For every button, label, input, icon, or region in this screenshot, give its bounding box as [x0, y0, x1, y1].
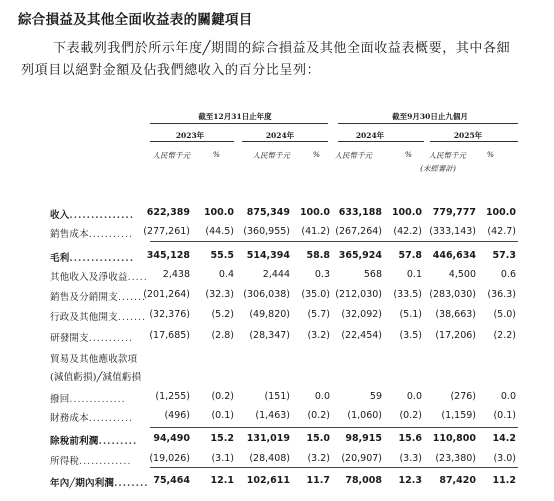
- amount-cell: 622,389: [146, 207, 190, 218]
- table-row: [0, 410, 554, 424]
- interim-group-header: 截至9月30日止九個月: [392, 112, 468, 121]
- amount-cell: (23,380): [435, 453, 476, 464]
- intro-line-2: 列項目以絕對金額及佔我們總收入的百分比呈列：: [21, 63, 321, 78]
- row-label: [50, 289, 146, 303]
- amount-cell: 2,438: [162, 269, 190, 280]
- amount-cell: (496): [164, 410, 190, 421]
- leader-dots: ...........: [88, 333, 134, 344]
- leader-dots: .......: [117, 292, 147, 303]
- amount-cell: (360,955): [243, 226, 290, 237]
- amount-cell: 633,188: [338, 207, 382, 218]
- leader-dots: ........: [114, 478, 149, 489]
- intro-paragraph: [21, 38, 523, 82]
- year-header-2024-interim: 2024年: [355, 131, 385, 140]
- amount-cell: 98,915: [345, 433, 382, 444]
- table-row: [0, 330, 554, 344]
- annual-group-rule: [150, 123, 328, 124]
- row-label: [50, 410, 133, 424]
- percent-cell: (0.2): [399, 410, 422, 421]
- amount-cell: (333,143): [429, 226, 476, 237]
- unit-rmb-2024: 人民幣千元: [252, 151, 290, 160]
- percent-cell: 57.8: [398, 250, 422, 261]
- amount-cell: 875,349: [246, 207, 290, 218]
- percent-cell: 14.2: [492, 433, 516, 444]
- percent-cell: 12.3: [398, 475, 422, 486]
- row-label: [50, 391, 126, 405]
- unit-pct-2024: %: [312, 150, 320, 159]
- row-label-text: 其他收入及淨收益: [50, 272, 128, 283]
- section-title: 綜合損益及其他全面收益表的關鍵項目: [18, 12, 253, 28]
- annual-group-header: 截至12月31日止年度: [198, 112, 272, 121]
- interim-group-rule: [338, 123, 518, 124]
- amount-cell: 446,634: [432, 250, 476, 261]
- percent-cell: (0.2): [307, 410, 330, 421]
- percent-cell: (3.3): [399, 453, 422, 464]
- percent-cell: 15.6: [398, 433, 422, 444]
- percent-cell: 100.0: [391, 207, 422, 218]
- row-label-text: 行政及其他開支: [50, 312, 118, 323]
- year-rule-2024-interim: [338, 141, 424, 142]
- percent-cell: 100.0: [203, 207, 234, 218]
- amount-cell: 131,019: [246, 433, 290, 444]
- table-row: [0, 369, 554, 383]
- leader-dots: ...............: [69, 253, 135, 264]
- percent-cell: 58.8: [306, 250, 330, 261]
- amount-cell: 87,420: [439, 475, 476, 486]
- amount-cell: (32,092): [341, 309, 382, 320]
- percent-cell: (2.8): [211, 330, 234, 341]
- amount-cell: (1,060): [347, 410, 382, 421]
- amount-cell: (283,030): [429, 289, 476, 300]
- row-label-text: 毛利: [50, 253, 70, 264]
- percent-cell: 0.6: [500, 269, 516, 280]
- percent-cell: (2.2): [493, 330, 516, 341]
- table-row: [0, 226, 554, 240]
- amount-cell: 345,128: [146, 250, 190, 261]
- year-rule-2023: [150, 141, 234, 142]
- amount-cell: (306,038): [243, 289, 290, 300]
- amount-cell: (212,030): [335, 289, 382, 300]
- amount-cell: (19,026): [149, 453, 190, 464]
- amount-cell: (28,408): [249, 453, 290, 464]
- year-rule-2025: [430, 141, 518, 142]
- amount-cell: (201,264): [143, 289, 190, 300]
- percent-cell: 57.3: [492, 250, 516, 261]
- row-label-text: 年內╱期內利潤: [50, 478, 115, 489]
- amount-cell: (20,907): [341, 453, 382, 464]
- unit-pct-2024-interim: %: [404, 150, 412, 159]
- row-label-text: (減值虧損)╱減值虧損: [50, 372, 142, 383]
- percent-cell: 100.0: [485, 207, 516, 218]
- leader-dots: ..............: [69, 394, 126, 405]
- percent-cell: (35.0): [301, 289, 330, 300]
- row-label: [50, 207, 134, 221]
- amount-cell: (151): [264, 391, 290, 402]
- percent-cell: 0.3: [314, 269, 330, 280]
- percent-cell: 0.4: [218, 269, 234, 280]
- table-row: [0, 269, 554, 283]
- amount-cell: (277,261): [143, 226, 190, 237]
- percent-cell: 11.7: [306, 475, 330, 486]
- amount-cell: 75,464: [153, 475, 190, 486]
- amount-cell: 94,490: [153, 433, 190, 444]
- amount-cell: (22,454): [341, 330, 382, 341]
- leader-dots: ...........: [88, 229, 134, 240]
- table-row: [0, 250, 554, 264]
- unit-rmb-2024-interim: 人民幣千元: [334, 151, 372, 160]
- rule-after-income-tax: [150, 467, 518, 468]
- percent-cell: 0.1: [406, 269, 422, 280]
- unit-pct-2023: %: [212, 150, 220, 159]
- percent-cell: (42.7): [487, 226, 516, 237]
- rule-after-finance-costs: [150, 427, 518, 428]
- amount-cell: 78,008: [345, 475, 382, 486]
- leader-dots: .........: [98, 436, 138, 447]
- year-rule-2024: [242, 141, 328, 142]
- amount-cell: (1,255): [155, 391, 190, 402]
- table-row: [0, 351, 554, 365]
- row-label: [50, 475, 149, 489]
- percent-cell: 55.5: [210, 250, 234, 261]
- percent-cell: (3.2): [307, 453, 330, 464]
- intro-line-1: 下表載列我們於所示年度╱期間的綜合損益及其他全面收益表概要，其中各細: [53, 41, 511, 56]
- amount-cell: 514,394: [246, 250, 290, 261]
- amount-cell: (17,685): [149, 330, 190, 341]
- rule-after-cost-of-sales: [150, 241, 518, 242]
- amount-cell: (267,264): [335, 226, 382, 237]
- row-label: [50, 330, 133, 344]
- percent-cell: (3.5): [399, 330, 422, 341]
- percent-cell: (0.1): [493, 410, 516, 421]
- table-row: [0, 207, 554, 221]
- percent-cell: 100.0: [299, 207, 330, 218]
- unit-rmb-2025: 人民幣千元: [428, 151, 466, 160]
- percent-cell: 0.0: [406, 391, 422, 402]
- table-row: [0, 391, 554, 405]
- table-row: [0, 475, 554, 489]
- leader-dots: ...............: [69, 210, 135, 221]
- table-row: [0, 453, 554, 467]
- percent-cell: (5.0): [493, 309, 516, 320]
- percent-cell: (5.1): [399, 309, 422, 320]
- row-label-text: 撥回: [50, 394, 70, 405]
- amount-cell: 59: [369, 391, 382, 402]
- row-label-text: 收入: [50, 210, 70, 221]
- amount-cell: (28,347): [249, 330, 290, 341]
- percent-cell: (33.5): [393, 289, 422, 300]
- amount-cell: 779,777: [432, 207, 476, 218]
- percent-cell: (5.7): [307, 309, 330, 320]
- row-label: [50, 453, 131, 467]
- row-label-text: 財務成本: [50, 413, 89, 424]
- amount-cell: (38,663): [435, 309, 476, 320]
- amount-cell: 365,924: [338, 250, 382, 261]
- row-label: [50, 250, 134, 264]
- percent-cell: (36.3): [487, 289, 516, 300]
- percent-cell: (3.1): [211, 453, 234, 464]
- row-label-text: 貿易及其他應收款項: [50, 354, 138, 365]
- row-label-text: 銷售成本: [50, 229, 89, 240]
- year-header-2024: 2024年: [265, 131, 295, 140]
- percent-cell: 15.2: [210, 433, 234, 444]
- amount-cell: 2,444: [262, 269, 290, 280]
- row-label: [50, 369, 141, 383]
- percent-cell: 12.1: [210, 475, 234, 486]
- year-header-2025: 2025年: [453, 131, 483, 140]
- year-header-2023: 2023年: [175, 131, 205, 140]
- row-label: [50, 351, 137, 365]
- table-row: [0, 433, 554, 447]
- amount-cell: (49,820): [249, 309, 290, 320]
- percent-cell: (3.0): [493, 453, 516, 464]
- percent-cell: 0.0: [500, 391, 516, 402]
- table-row: [0, 309, 554, 323]
- row-label: [50, 226, 133, 240]
- row-label-text: 研發開支: [50, 333, 89, 344]
- leader-dots: .....: [127, 272, 148, 283]
- unaudited-note: (未經審計): [420, 164, 456, 173]
- leader-dots: ...........: [88, 413, 134, 424]
- percent-cell: (32.3): [205, 289, 234, 300]
- row-label-text: 所得稅: [50, 456, 80, 467]
- row-label: [50, 269, 148, 283]
- percent-cell: 0.0: [314, 391, 330, 402]
- amount-cell: (1,463): [255, 410, 290, 421]
- percent-cell: (3.2): [307, 330, 330, 341]
- amount-cell: (1,159): [441, 410, 476, 421]
- percent-cell: (0.1): [211, 410, 234, 421]
- unit-pct-2025: %: [486, 150, 494, 159]
- percent-cell: 15.0: [306, 433, 330, 444]
- table-row: [0, 289, 554, 303]
- leader-dots: .............: [79, 456, 132, 467]
- amount-cell: (17,206): [435, 330, 476, 341]
- row-label: [50, 433, 137, 447]
- percent-cell: (42.2): [393, 226, 422, 237]
- percent-cell: (5.2): [211, 309, 234, 320]
- percent-cell: (41.2): [301, 226, 330, 237]
- row-label-text: 除稅前利潤: [50, 436, 99, 447]
- percent-cell: (44.5): [205, 226, 234, 237]
- amount-cell: 568: [363, 269, 382, 280]
- leader-dots: .......: [117, 312, 147, 323]
- row-label: [50, 309, 146, 323]
- percent-cell: (0.2): [211, 391, 234, 402]
- unit-rmb-2023: 人民幣千元: [152, 151, 190, 160]
- amount-cell: 4,500: [448, 269, 476, 280]
- amount-cell: (32,376): [149, 309, 190, 320]
- amount-cell: 110,800: [432, 433, 476, 444]
- amount-cell: 102,611: [246, 475, 290, 486]
- percent-cell: 11.2: [492, 475, 516, 486]
- row-label-text: 銷售及分銷開支: [50, 292, 118, 303]
- amount-cell: (276): [450, 391, 476, 402]
